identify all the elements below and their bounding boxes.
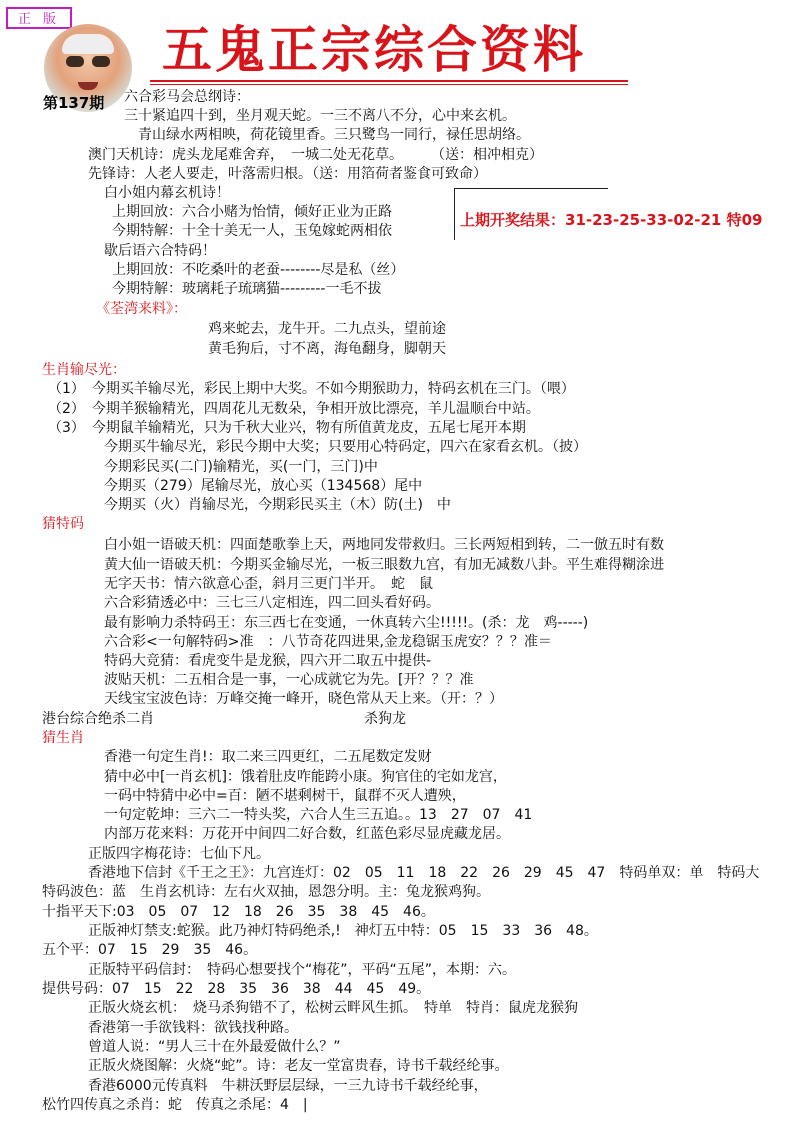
text-line: 正版神灯禁支:蛇猴。此乃神灯特码绝杀,! 神灯五中特：05 15 33 36 48。 — [88, 923, 598, 939]
text-line: 无字天书：情六欲意心歪，斜月三更门半开。 蛇 鼠 — [104, 576, 433, 592]
text-line: 黄大仙一语破天机：今期买金输尽光，一板三眼数九宫，有加无减数八卦。平生难得糊涂进 — [104, 557, 664, 573]
text-line: 香港一句定生肖!：取二来三四更红，二五尾数定发财 — [104, 749, 432, 765]
page-title: 五鬼正宗综合资料 — [162, 20, 586, 79]
text-line: 松竹四传真之杀肖：蛇 传真之杀尾：4 | — [42, 1097, 308, 1113]
text-line: 正版特平码信封： 特码心想要找个“梅花”，平码“五尾”，本期：六。 — [88, 962, 517, 978]
text-line: 六合彩<一句解特码>准 ：八节奇花四进果,金龙稳锯玉虎安？？？准＝ — [104, 634, 552, 650]
text-line: 上期回放：不吃桑叶的老蚕--------尽是私（丝） — [112, 262, 405, 278]
text-line: 香港6000元传真料 牛耕沃野层层绿，一三九诗书千载经纶事， — [88, 1078, 488, 1094]
text-line: 五个平：07 15 29 35 46。 — [42, 942, 258, 958]
text-line: 港台综合绝杀二肖 杀狗龙 — [42, 711, 406, 727]
title-underline — [150, 80, 628, 82]
text-line: 特码波色：蓝 生肖玄机诗：左右火双抽，恩怨分明。主：兔龙猴鸡狗。 — [42, 884, 490, 900]
text-line: 今期特解：十全十美无一人，玉兔嫁蛇两相依 — [112, 223, 392, 239]
text-line: 今期彩民买(二门)输精光，买(一门，三门)中 — [104, 459, 378, 475]
text-line: 正版火烧玄机： 烧马杀狗错不了，松树云畔风生抓。 特单 特肖：鼠虎龙猴狗 — [88, 1000, 578, 1016]
text-line: 白小姐一语破天机：四面楚歌拳上天，两地同发带救归。三长两短相到转，二一倣五时有数 — [104, 537, 664, 553]
text-line: 提供号码：07 15 22 28 35 36 38 44 45 49。 — [42, 981, 431, 997]
text-line: 《荃湾来料》： — [96, 301, 187, 317]
text-line: 白小姐内幕玄机诗！ — [104, 185, 230, 201]
text-line: 内部万花来料：万花开中间四二好合数，红蓝色彩尽显虎藏龙居。 — [104, 826, 510, 842]
issue-number: 第137期 — [43, 94, 105, 112]
text-line: 今期买（279）尾输尽光，放心买（134568）尾中 — [104, 478, 423, 494]
last-draw-result: 上期开奖结果：31-23-25-33-02-21 特09 — [460, 211, 763, 229]
text-line: 天线宝宝波色诗：万峰交掩一峰开，晓色常从天上来。（开：？） — [104, 691, 503, 707]
text-line: 澳门天机诗：虎头龙尾难舍弃， 一城二处无花草。 （送：相冲相克） — [88, 147, 543, 163]
text-line: 特码大竞猜：看虎变牛是龙猴，四六开二取五中提供- — [104, 653, 432, 669]
text-line: 香港第一手欲钱料：欲钱找种路。 — [88, 1020, 298, 1036]
text-line: （2） 今期羊猴输精光，四周花儿无数朵，争相开放比漂亮，羊儿温顺台中站。 — [48, 401, 540, 417]
text-line: 猜中必中[一肖玄机]：饿着肚皮咋能跨小康。狗官住的宅如龙宫， — [104, 769, 507, 785]
avatar-mouth — [78, 82, 98, 90]
text-line: 今期买（火）肖输尽光，今期彩民买主（木）防(土) 中 — [104, 497, 451, 513]
text-line: 生肖输尽光： — [42, 362, 126, 378]
avatar-glasses-icon — [66, 56, 110, 68]
text-line: （1） 今期买羊输尽光，彩民上期中大奖。不如今期猴助力，特码玄机在三门。（喂） — [48, 381, 575, 397]
text-line: 六合彩马会总纲诗： — [124, 89, 250, 105]
text-line: 鸡来蛇去，龙牛开。二九点头，望前途 — [208, 321, 446, 337]
text-line: 一码中特猜中必中=百：陋不堪剩树干，鼠群不灭人遭殃， — [104, 788, 466, 804]
text-line: 正版火烧图解：火烧“蛇”。诗：老友一堂富贵春，诗书千载经纶事。 — [88, 1058, 509, 1074]
text-line: 波贴天机：二五相合是一事，一心成就它为先。[开？？？准 — [104, 672, 474, 688]
text-line: 曾道人说：“男人三十在外最爱做什么？” — [88, 1039, 341, 1055]
text-line: 六合彩猜透必中：三七三八定相连，四二回头看好码。 — [104, 595, 440, 611]
text-line: 歇后语六合特码！ — [104, 243, 216, 259]
genuine-badge: 正 版 — [6, 7, 72, 29]
avatar-hair — [62, 34, 114, 54]
title-underline-thin — [150, 84, 628, 85]
text-line: 上期回放：六合小赌为怡情，倾好正业为正路 — [112, 204, 392, 220]
text-line: 猜生肖 — [42, 730, 84, 746]
text-line: 今期特解：玻璃耗子琉璃猫---------一毛不拔 — [112, 281, 382, 297]
text-line: 黄毛狗后，寸不离，海龟翻身，脚朝天 — [208, 341, 446, 357]
text-line: 一句定乾坤：三六二一特头奖，六合人生三五追。。13 27 07 41 — [104, 807, 533, 823]
text-line: 青山绿水两相映，荷花镜里香。三只鹭鸟一同行，禄任思胡络。 — [124, 127, 530, 143]
text-line: 猜特码 — [42, 516, 84, 532]
text-line: 十指平天下:03 05 07 12 18 26 35 38 45 46。 — [42, 904, 435, 920]
text-line: 最有影响力杀特码王：东三西七在变通，一休真转六尘!!!!!。(杀：龙 鸡-----) — [104, 615, 589, 631]
text-line: 三十紧追四十到，坐月观天蛇。一三不离八不分，心中来玄机。 — [124, 108, 516, 124]
text-line: 今期买牛输尽光，彩民今期中大奖；只要用心特码定，四六在家看玄机。（披） — [104, 439, 587, 455]
text-line: 香港地下信封《千王之王》：九宫连灯：02 05 11 18 22 26 29 45 47 特码单双：单 特码大 — [88, 865, 760, 881]
text-line: 先锋诗：人老人要走，叶落需归根。（送：用箔荷者鉴食可致命） — [88, 166, 487, 182]
text-line: 正版四字梅花诗：七仙下凡。 — [88, 846, 270, 862]
text-line: （3） 今期鼠羊输精光，只为千秋大业兴，物有所值黄龙皮，五尾七尾开本期 — [48, 420, 526, 436]
